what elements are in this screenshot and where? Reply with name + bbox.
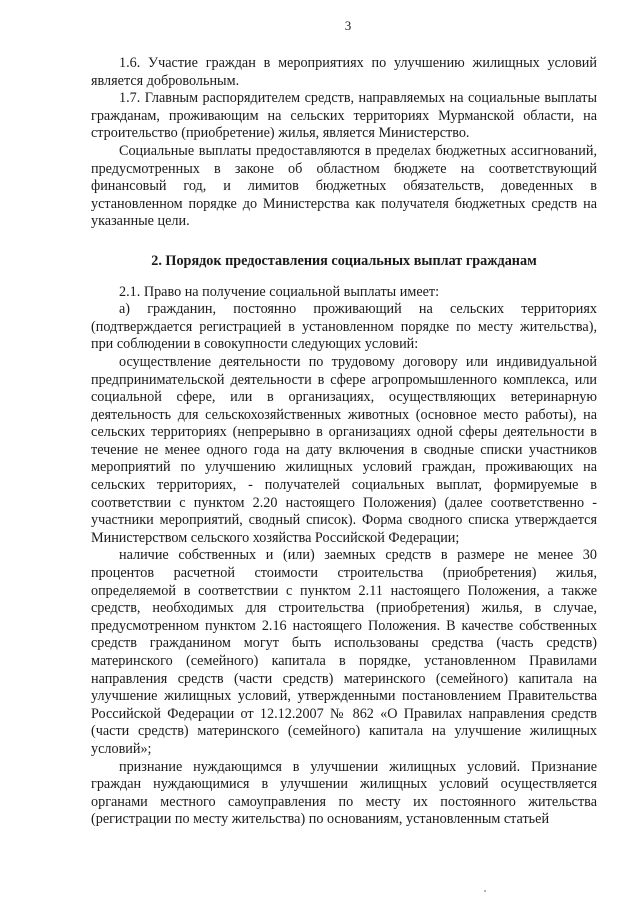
- paragraph-1-6: 1.6. Участие граждан в мероприятиях по улучшению жилищных условий является добровольным.: [91, 55, 597, 89]
- paragraph-funds-condition: наличие собственных и (или) заемных средств в размере не менее 30 процентов расчетной стоимости строительства (приобретения) жилья, определяемой в соответствии с пунктом 2.11 настоящего Положения, а также средств, необходимых для строительства (приобретения) жилья, в случае, предусмотренном пунктом 2.16 настоящего Положения. В качестве собственных средств гражданином могут быть использованы средства (часть средств) материнского (семейного) капитала в порядке, установленном Правилами направления средств (части средств) материнского (семейного) капитала на улучшение жилищных условий, утвержденными постановлением Правительства Российской Федерации от 12.12.2007 № 862 «О Правилах направления средств (части средств) материнского (семейного) капитала на улучшение жилищных условий»;: [91, 547, 597, 757]
- section-heading: 2. Порядок предоставления социальных выплат гражданам: [151, 252, 537, 269]
- paragraph-2-1: 2.1. Право на получение социальной выплаты имеет:: [119, 283, 440, 300]
- scan-speck: [484, 890, 486, 892]
- paragraph-social-payments: Социальные выплаты предоставляются в пределах бюджетных ассигнований, предусмотренных в законе об областном бюджете на соответствующий финансовый год, и лимитов бюджетных обязательств, доведенных в установленном порядке до Министерства как получателя бюджетных средств на указанные цели.: [91, 142, 597, 230]
- paragraph-employment-condition: осуществление деятельности по трудовому договору или индивидуальной предпринимательской деятельности в сфере агропромышленного комплекса, или социальной сфере, или в организациях, осуществляющих ветеринарную деятельность для сельскохозяйственных животных (основное место работы), на сельских территориях (непрерывно в организациях одной сферы деятельности в течение не менее одного года на дату включения в сводные списки участников мероприятий по улучшению жилищных условий граждан, проживающих на сельских территориях, - получателей социальных выплат, формируемые в соответствии с пунктом 2.20 настоящего Положения) (далее соответственно - участники мероприятий, сводный список). Форма сводного списка утверждается Министерством сельского хозяйства Российской Федерации;: [91, 353, 597, 546]
- paragraph-1-7: 1.7. Главным распорядителем средств, направляемых на социальные выплаты гражданам, проживающим на сельских территориях Мурманской области, на строительство (приобретение) жилья, является Министерство.: [91, 90, 597, 142]
- paragraph-need-recognition: признание нуждающимся в улучшении жилищных условий. Признание граждан нуждающимися в улучшении жилищных условий осуществляется органами местного самоуправления по месту их постоянного жительства (регистрации по месту жительства) по основаниям, установленным статьей: [91, 758, 597, 828]
- document-page: [91, 18, 597, 829]
- page-number: 3: [344, 18, 352, 33]
- intro-section: [91, 55, 597, 231]
- paragraph-2-1-a: а) гражданин, постоянно проживающий на сельских территориях (подтверждается регистрацией в установленном порядке по месту жительства), при соблюдении в совокупности следующих условий:: [91, 301, 597, 353]
- section-2-body: [91, 284, 597, 829]
